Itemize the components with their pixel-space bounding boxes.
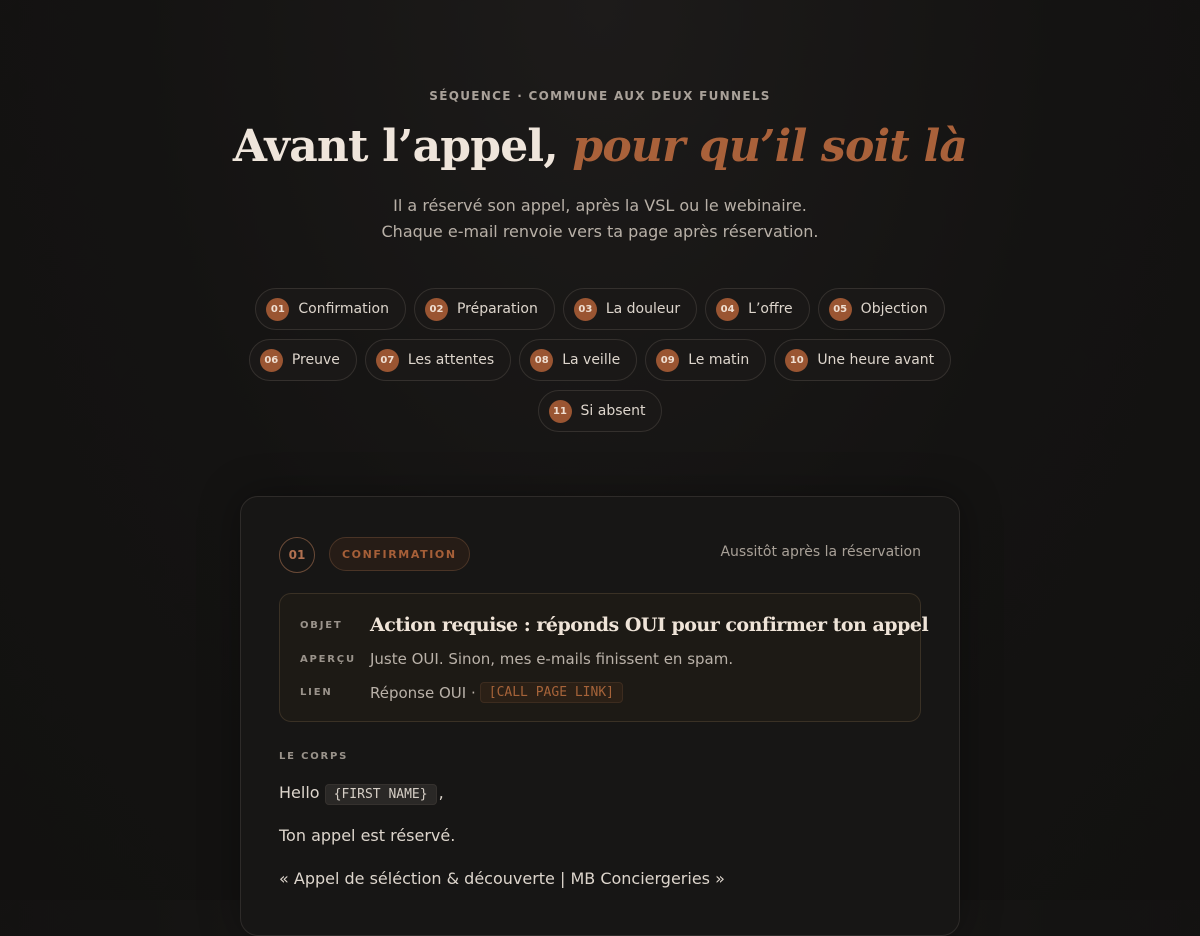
step-pill-number: 10 bbox=[785, 349, 808, 372]
step-type-badge: CONFIRMATION bbox=[329, 537, 470, 571]
link-text: Réponse OUI · bbox=[370, 683, 476, 702]
step-pill[interactable] bbox=[414, 288, 555, 330]
page-title bbox=[0, 121, 1200, 172]
step-pill-label: Préparation bbox=[456, 301, 538, 317]
step-pill-label: La douleur bbox=[605, 301, 681, 317]
step-navigation bbox=[240, 288, 960, 432]
step-pill-label: Le matin bbox=[688, 352, 750, 368]
email-subject: Action requise : réponds OUI pour confirmer ton appel bbox=[370, 614, 929, 636]
step-pill[interactable] bbox=[365, 339, 511, 381]
section-eyebrow: SÉQUENCE · COMMUNE AUX DEUX FUNNELS bbox=[429, 89, 771, 103]
greeting-text: Hello bbox=[279, 783, 320, 802]
step-pill-label: Les attentes bbox=[407, 352, 495, 368]
step-pill-label: Preuve bbox=[291, 352, 340, 368]
step-pill-number: 08 bbox=[530, 349, 553, 372]
step-pill[interactable] bbox=[255, 288, 406, 330]
preview-key: APERÇU bbox=[300, 653, 356, 665]
step-pill-label: La veille bbox=[562, 352, 621, 368]
subject-key: OBJET bbox=[300, 619, 343, 631]
step-pill-number: 09 bbox=[656, 349, 679, 372]
step-pill-label: L’offre bbox=[748, 301, 793, 317]
link-key: LIEN bbox=[300, 687, 333, 698]
email-meta-box bbox=[279, 593, 929, 722]
step-pill[interactable] bbox=[519, 339, 637, 381]
title-accent: pour qu’il soit là bbox=[572, 121, 968, 172]
step-pill-number: 02 bbox=[425, 298, 448, 321]
step-pill-number: 03 bbox=[574, 298, 597, 321]
step-pill[interactable] bbox=[774, 339, 951, 381]
step-pill[interactable] bbox=[645, 339, 766, 381]
step-pill[interactable] bbox=[818, 288, 945, 330]
email-card bbox=[240, 496, 960, 936]
step-pill-number: 06 bbox=[260, 349, 283, 372]
page-subtitle bbox=[0, 193, 1200, 245]
step-pill-number: 01 bbox=[266, 298, 289, 321]
step-number-badge: 01 bbox=[279, 537, 315, 573]
step-pill[interactable] bbox=[538, 390, 663, 432]
body-label: LE CORPS bbox=[279, 751, 349, 762]
step-pill-number: 11 bbox=[549, 400, 572, 423]
body-line-3: « Appel de séléction & découverte | MB Conciergeries » bbox=[279, 869, 725, 888]
title-main: Avant l’appel, bbox=[232, 121, 558, 172]
step-pill[interactable] bbox=[249, 339, 357, 381]
step-pill-label: Une heure avant bbox=[817, 352, 935, 368]
step-pill[interactable] bbox=[705, 288, 810, 330]
step-pill-label: Confirmation bbox=[298, 301, 389, 317]
step-pill[interactable] bbox=[563, 288, 697, 330]
step-pill-number: 05 bbox=[829, 298, 852, 321]
subtitle-line-2: Chaque e-mail renvoie vers ta page après réservation. bbox=[381, 222, 819, 241]
body-line-2: Ton appel est réservé. bbox=[279, 826, 456, 845]
step-pill-label: Objection bbox=[860, 301, 928, 317]
subtitle-line-1: Il a réservé son appel, après la VSL ou le webinaire. bbox=[393, 196, 807, 215]
preview-row bbox=[300, 650, 733, 668]
step-pill-number: 04 bbox=[716, 298, 739, 321]
link-row bbox=[300, 682, 623, 703]
body-greeting-line bbox=[279, 783, 444, 802]
step-pill-number: 07 bbox=[376, 349, 399, 372]
email-preview: Juste OUI. Sinon, mes e-mails finissent en spam. bbox=[370, 650, 734, 668]
send-timing: Aussitôt après la réservation bbox=[720, 544, 921, 560]
greeting-comma: , bbox=[438, 783, 444, 802]
first-name-placeholder: {FIRST NAME} bbox=[325, 784, 437, 805]
subject-row bbox=[300, 614, 928, 636]
step-pill-label: Si absent bbox=[580, 403, 646, 419]
call-page-link-placeholder: [CALL PAGE LINK] bbox=[480, 682, 623, 703]
